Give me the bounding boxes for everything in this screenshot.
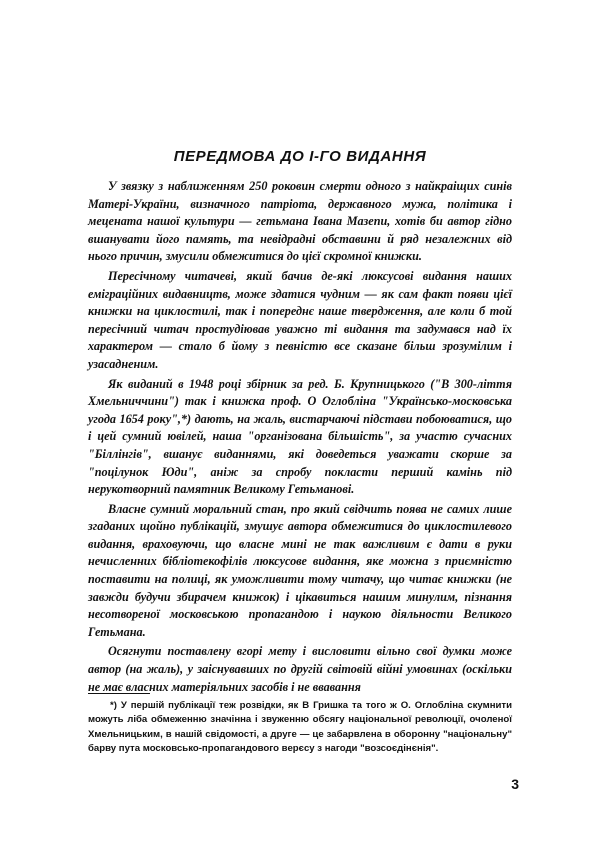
paragraph-2: Пересічному читачеві, який бачив де-які люксусові видання наших еміграційних видавництв, може здатися чудним — як сам факт появи цієї книжки на циклостилі, так і попереднє наше твердження, але коли б той пересічний читач простудіював уважно ті видання та задумався над їх характером — стало б йому з певністю все сказане більш зрозумілим і узасадненим. xyxy=(88,268,512,371)
paragraph-4: Власне сумний моральний стан, про який свідчить поява не самих лише згаданих щойно публікацій, змушує автора обмежитися до циклостилевого видання, враховуючи, що власне мині не так важливим є дати в руки нечисленних бібліотекофілів люксусове видання, яке можна з приємністю поставити на полиці, як уможливити тому читачу, що читає книжки (не завжди будучи збирачем книжок) і цікавиться нашим минулим, пізнання несотвореної московською пропагандою і наукою діяльности Великого Гетьмана. xyxy=(88,501,512,639)
paragraph-5: Осягнути поставлену вгорі мету і висловити вільно свої думки може автор (на жаль), у заіснувавших по другій світовій війні умовинах (оскільки не має власних матеріяльних засобів і не ввавання xyxy=(88,644,512,694)
page-number: 3 xyxy=(511,776,519,792)
footnote-divider xyxy=(88,693,150,694)
paragraph-3: Як виданий в 1948 році збірник за ред. Б. Крупницького ("В 300-ліття Хмельниччини") так і книжка проф. О Оглобліна "Українсько-московська угода 1654 року",*) дають, на жаль, вистарчаючі підстави побоюватися, що і цей сумний ювілей, наша "організована більшість", за участю сучасних "Біллінгів", вшанує виданнями, які доведеться уважати скорше за "поцілунок Юди", аніж за спробу покласти перший камінь під нерукотворний памятник Великому Гетьманові. xyxy=(88,376,512,497)
paragraph-1: У звязку з наближенням 250 роковин смерти одного з найкраіщих синів Матері-України, визначного патріота, державного мужа, політика і мецената нашої культури — гетьмана Івана Мазепи, хотів би автор гідно вшанувати його память, та невідрадні обставини й ряд незалежних від нього причин, змусили обмежитися до цієї скромної книжки. xyxy=(88,179,512,264)
footnote: *) У першій публікації теж розвідки, як В Гришка та того ж О. Оглобліна скумнити можуть ліба обмеженню значінна і звуженню обсягу національної революції, очоленої Хмельницьким, в нашій свідомості, а друге — це забарвлена в оборонну "національну" барву пута московсько-пропагандового верєсу з нагоди "возсоєдінєнія". xyxy=(88,700,512,755)
body-text xyxy=(88,178,512,698)
page-title: ПЕРЕДМОВА ДО І-ГО ВИДАННЯ xyxy=(173,148,427,165)
